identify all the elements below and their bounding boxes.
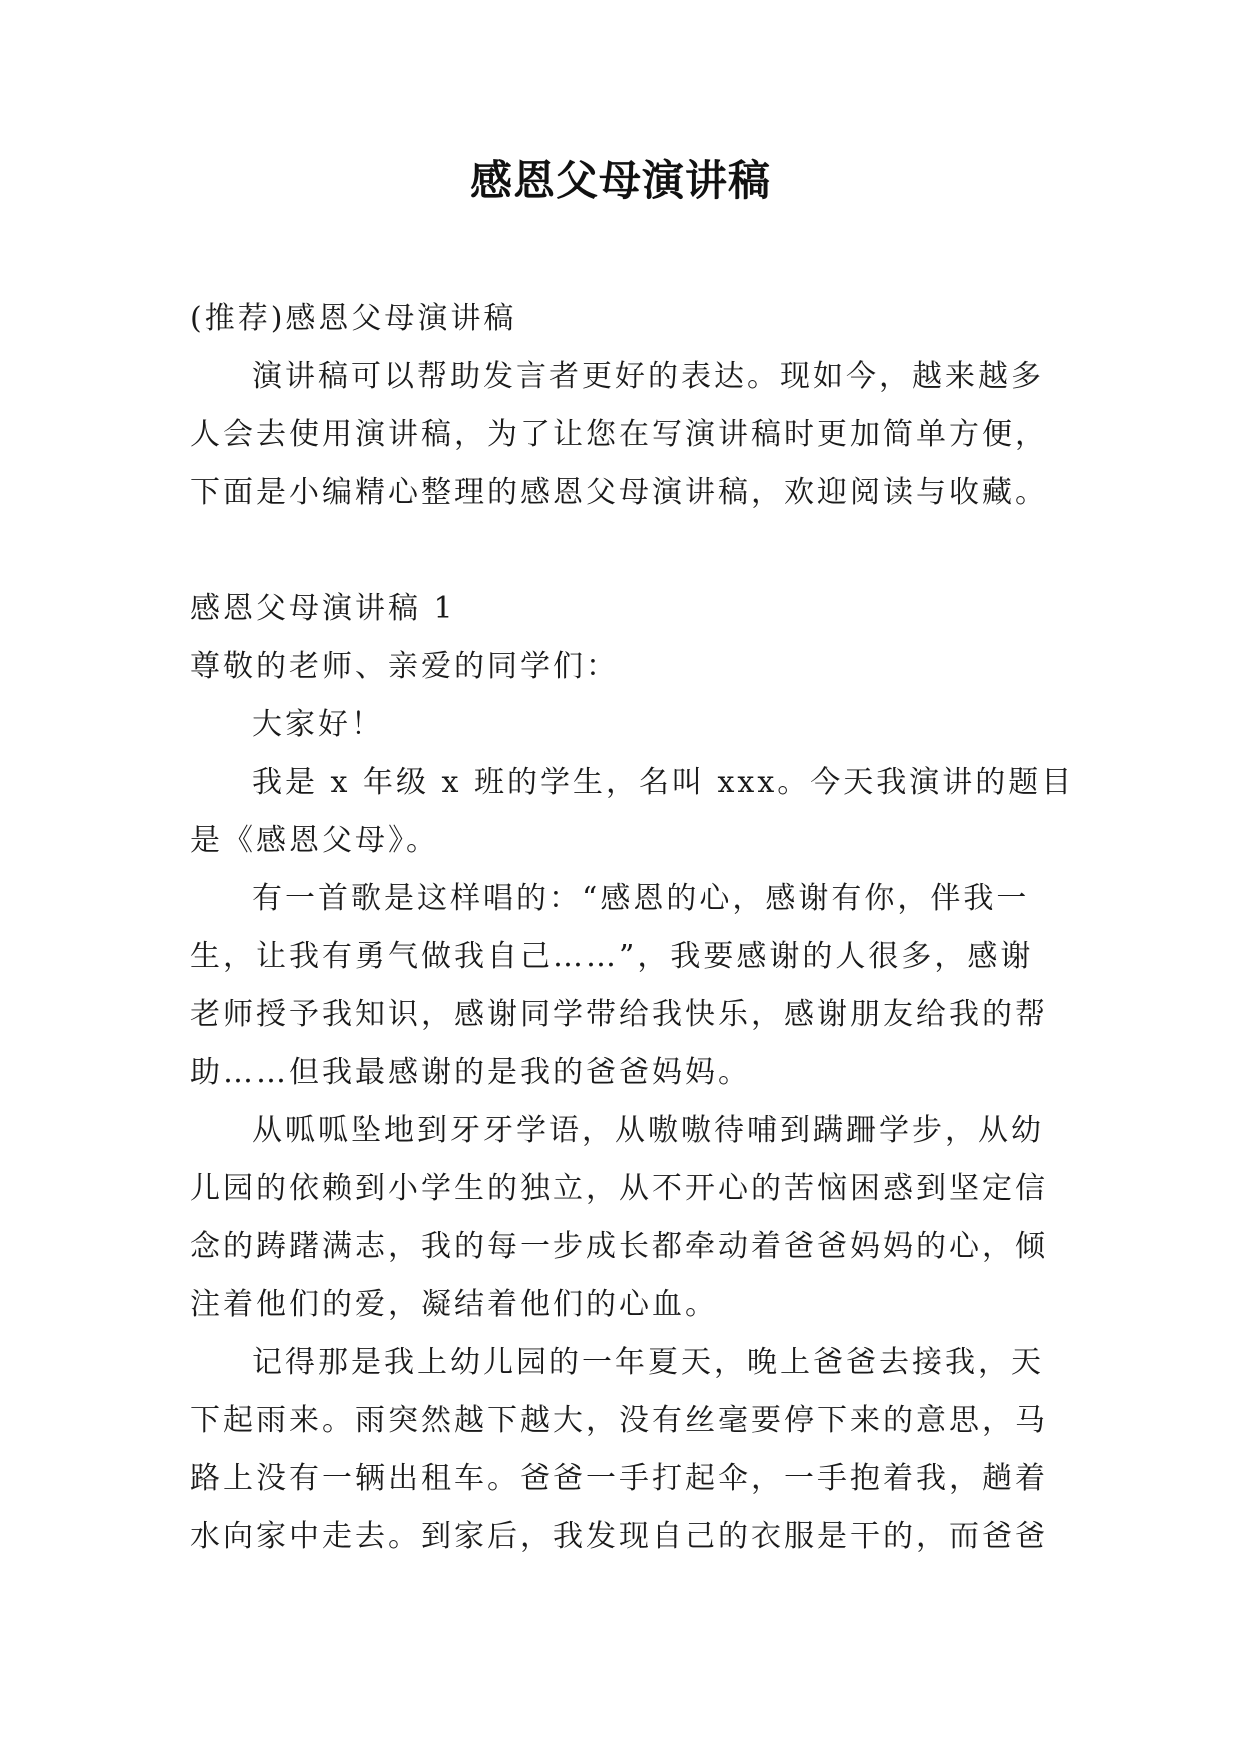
- paragraph-line: 下起雨来。雨突然越下越大，没有丝毫要停下来的意思，马: [190, 1403, 1048, 1438]
- paragraph-line: 注着他们的爱，凝结着他们的心血。: [190, 1287, 718, 1322]
- document-title: 感恩父母演讲稿: [469, 156, 771, 205]
- document-body: [190, 290, 1075, 1566]
- salutation: 尊敬的老师、亲爱的同学们：: [190, 649, 619, 684]
- paragraph-line: 生，让我有勇气做我自己……”，我要感谢的人很多，感谢: [190, 939, 1034, 974]
- intro-line: 人会去使用演讲稿，为了让您在写演讲稿时更加简单方便，: [190, 417, 1048, 452]
- paragraph-line: 记得那是我上幼儿园的一年夏天，晚上爸爸去接我，天: [252, 1345, 1044, 1380]
- paragraph-line: 从呱呱坠地到牙牙学语，从嗷嗷待哺到蹒跚学步，从幼: [252, 1113, 1044, 1148]
- greeting: 大家好！: [252, 707, 384, 742]
- paragraph-line: 路上没有一辆出租车。爸爸一手打起伞，一手抱着我，趟着: [190, 1461, 1048, 1496]
- intro-line: 下面是小编精心整理的感恩父母演讲稿，欢迎阅读与收藏。: [190, 475, 1048, 510]
- intro-line: 演讲稿可以帮助发言者更好的表达。现如今，越来越多: [252, 359, 1044, 394]
- paragraph-line: 助……但我最感谢的是我的爸爸妈妈。: [190, 1055, 751, 1090]
- paragraph-line: 我是 x 年级 x 班的学生，名叫 xxx。今天我演讲的题目: [252, 765, 1075, 800]
- paragraph-line: 念的踌躇满志，我的每一步成长都牵动着爸爸妈妈的心，倾: [190, 1229, 1048, 1264]
- blank-line: [190, 522, 1070, 580]
- paragraph-line: 水向家中走去。到家后，我发现自己的衣服是干的，而爸爸: [190, 1519, 1048, 1554]
- paragraph-line: 是《感恩父母》。: [190, 823, 439, 858]
- subtitle: (推荐)感恩父母演讲稿: [190, 301, 517, 336]
- paragraph-line: 有一首歌是这样唱的：“感恩的心，感谢有你，伴我一: [252, 881, 1030, 916]
- paragraph-line: 儿园的依赖到小学生的独立，从不开心的苦恼困惑到坚定信: [190, 1171, 1048, 1206]
- section-heading: 感恩父母演讲稿 1: [190, 591, 456, 626]
- paragraph-line: 老师授予我知识，感谢同学带给我快乐，感谢朋友给我的帮: [190, 997, 1048, 1032]
